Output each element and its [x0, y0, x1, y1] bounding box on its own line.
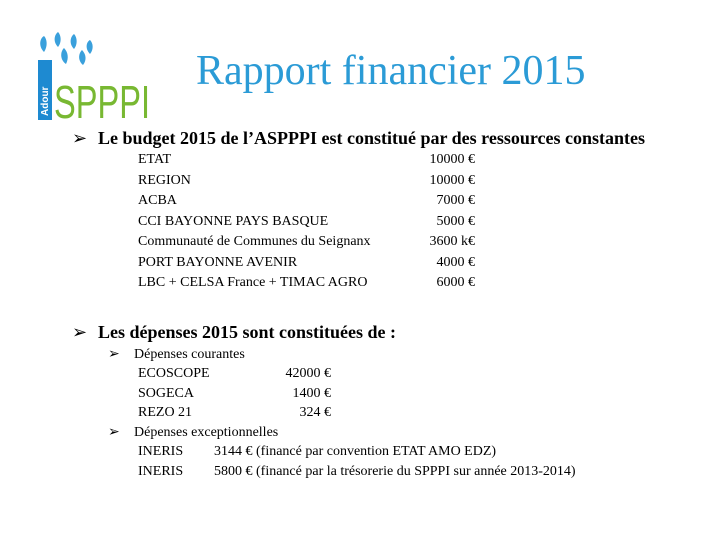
resource-item-label: Communauté de Communes du Seignanx — [138, 234, 371, 249]
current-expense-item-label: ECOSCOPE — [138, 366, 210, 381]
resource-item-amount: 5000 € — [436, 213, 475, 229]
current-expense-item-label: SOGECA — [138, 385, 195, 401]
logo-vertical-text: Adour — [40, 86, 51, 116]
resource-item-label: CCI BAYONNE PAYS BASQUE — [138, 213, 329, 229]
section-budget-heading-text: Le budget 2015 de l’ASPPPI est constitué par des ressources constantes — [98, 128, 645, 148]
aspppi-logo — [34, 30, 154, 128]
current-expense-item-amount: 1400 € — [292, 385, 331, 401]
resource-item-label: ETAT — [138, 152, 172, 167]
page-title: Rapport financier 2015 — [196, 48, 586, 94]
exceptional-expense-item-detail: 5800 € (financé par la trésorerie du SPPPI sur année 2013-2014) — [214, 464, 576, 479]
current-expense-item-amount: 42000 € — [285, 366, 331, 381]
exceptional-expense-item-label: INERIS — [138, 464, 184, 479]
resource-item-amount: 6000 € — [436, 275, 475, 290]
current-expenses-heading-text: Dépenses courantes — [134, 347, 245, 362]
resource-item-label: PORT BAYONNE AVENIR — [138, 254, 298, 270]
section-budget-heading — [72, 128, 645, 149]
arrow-bullet-icon: ➢ — [72, 128, 88, 148]
arrow-bullet-icon: ➢ — [108, 425, 120, 440]
exceptional-expenses-heading — [108, 424, 278, 441]
resource-item-label: REGION — [138, 172, 191, 188]
current-expenses-heading — [108, 346, 245, 363]
arrow-bullet-icon: ➢ — [72, 322, 88, 342]
current-expense-item-label: REZO 21 — [138, 405, 193, 420]
exceptional-expenses-heading-text: Dépenses exceptionnelles — [134, 425, 279, 440]
section-expenses-heading-text: Les dépenses 2015 sont constituées de : — [98, 322, 397, 342]
current-expense-item-amount: 324 € — [299, 405, 331, 420]
section-expenses-heading — [72, 322, 396, 343]
logo-text: SPPPI — [54, 76, 150, 128]
resource-item-amount: 10000 € — [429, 152, 475, 167]
exceptional-expense-item-label: INERIS — [138, 444, 184, 459]
exceptional-expense-item-detail: 3144 € (financé par convention ETAT AMO EDZ) — [214, 444, 497, 459]
resource-item-label: ACBA — [138, 193, 177, 208]
resource-item-amount: 10000 € — [429, 172, 475, 188]
resource-item-amount: 7000 € — [436, 193, 475, 208]
resource-item-label: LBC + CELSA France + TIMAC AGRO — [138, 275, 368, 290]
arrow-bullet-icon: ➢ — [108, 347, 120, 362]
resource-item-amount: 4000 € — [436, 254, 475, 270]
resource-item-amount: 3600 k€ — [429, 234, 475, 249]
